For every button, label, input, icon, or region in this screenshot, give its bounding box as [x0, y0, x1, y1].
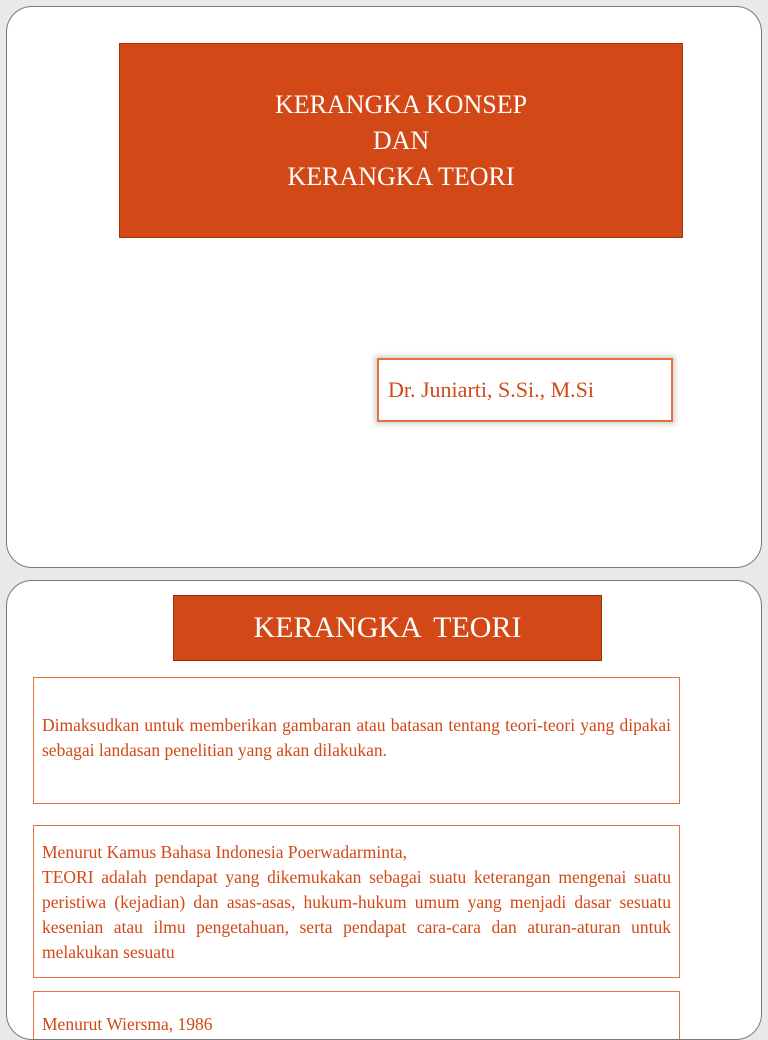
slide-1	[6, 6, 762, 568]
definition-box	[33, 677, 680, 804]
author-name: Dr. Juniarti, S.Si., M.Si	[388, 377, 594, 402]
slide-title	[275, 87, 527, 195]
section-title: KERANGKA TEORI	[253, 611, 522, 644]
title-line-3: KERANGKA TEORI	[287, 161, 515, 191]
poerwadarminta-text: TEORI adalah pendapat yang dikemukakan sebagai suatu keterangan mengenai suatu peristiwa (kejadian) dan asas-asas, hukum-hukum umum yang menjadi dasar sesuatu kesenian atau ilmu pengetahuan, serta pendapat cara-cara dan aturan-aturan untuk melakukan sesuatu	[42, 867, 671, 962]
slide-2	[6, 580, 762, 1040]
poerwadarminta-heading: Menurut Kamus Bahasa Indonesia Poerwadarminta,	[42, 842, 407, 862]
wiersma-box	[33, 991, 680, 1040]
title-line-1: KERANGKA KONSEP	[274, 89, 528, 119]
poerwadarminta-box	[33, 825, 680, 978]
section-title-box	[173, 595, 602, 661]
title-line-2: DAN	[372, 125, 430, 155]
author-box	[377, 358, 673, 422]
definition-text: Dimaksudkan untuk memberikan gambaran atau batasan tentang teori-teori yang dipakai sebagai landasan penelitian yang akan dilakukan.	[42, 715, 671, 760]
title-box	[119, 43, 683, 238]
wiersma-heading: Menurut Wiersma, 1986	[42, 1014, 213, 1034]
